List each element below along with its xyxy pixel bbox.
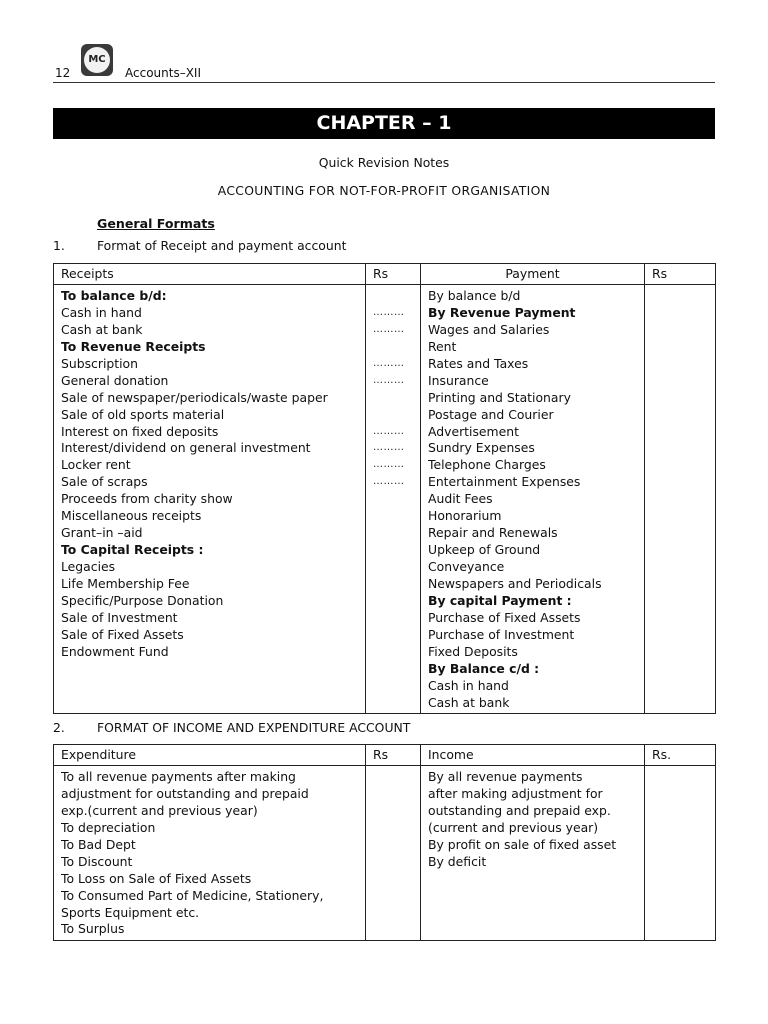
receipt-item: Sale of scraps [61, 474, 148, 490]
expenditure-item: To Bad Dept [61, 836, 136, 852]
income-item: outstanding and prepaid exp. [428, 802, 611, 818]
expenditure-item: To Consumed Part of Medicine, Stationery, [61, 887, 324, 903]
receipt-item: Life Membership Fee [61, 575, 190, 591]
table-header-row [54, 745, 716, 766]
payment-item: Purchase of Fixed Assets [428, 609, 581, 625]
expenditure-header: Expenditure [54, 745, 366, 766]
amount-placeholder: ……… [373, 323, 405, 335]
payment-item: Postage and Courier [428, 406, 554, 422]
rs-header: Rs [645, 264, 716, 285]
amount-placeholder [373, 508, 420, 525]
table-header-row [54, 264, 716, 285]
receipt-item: Subscription [61, 355, 138, 371]
expenditure-item: To depreciation [61, 819, 156, 835]
income-item: By deficit [428, 853, 487, 869]
receipt-item: Miscellaneous receipts [61, 508, 202, 524]
format-item-2 [53, 720, 410, 735]
expenditure-item: adjustment for outstanding and prepaid [61, 785, 309, 801]
payments-amount-column [645, 285, 716, 714]
running-title: Accounts–XII [125, 66, 202, 80]
payment-group-heading: By Revenue Payment [428, 304, 576, 320]
income-expenditure-table [53, 744, 716, 941]
expenditure-column [54, 766, 366, 941]
payment-item: Purchase of Investment [428, 626, 575, 642]
payment-item: Sundry Expenses [428, 440, 535, 456]
receipt-item: Sale of Investment [61, 609, 178, 625]
amount-placeholder: ……… [373, 425, 405, 437]
subtitle: Quick Revision Notes [318, 155, 450, 170]
payment-item: Wages and Salaries [428, 321, 550, 337]
amount-placeholder: ……… [373, 357, 405, 369]
payment-group-heading: By capital Payment : [428, 592, 572, 608]
receipt-item: Specific/Purpose Donation [61, 592, 224, 608]
logo-mark: MC [84, 47, 110, 73]
amount-placeholder [373, 627, 420, 644]
income-item: after making adjustment for [428, 785, 603, 801]
receipt-item: Sale of newspaper/periodicals/waste paper [61, 389, 328, 405]
payment-item: Upkeep of Ground [428, 542, 541, 558]
expenditure-item: To Loss on Sale of Fixed Assets [61, 870, 252, 886]
expenditure-item: To all revenue payments after making [61, 769, 296, 784]
income-item: By profit on sale of fixed asset [428, 836, 617, 852]
payment-item: Fixed Deposits [428, 643, 518, 659]
receipt-item: Cash at bank [61, 321, 143, 337]
amount-placeholder [373, 339, 420, 356]
item-number: 2. [53, 720, 65, 735]
expenditure-amount-column [366, 766, 421, 941]
payment-item: Conveyance [428, 559, 505, 574]
income-item: (current and previous year) [428, 819, 599, 835]
receipts-header: Receipts [54, 264, 366, 285]
payment-item: By balance b/d [428, 288, 521, 303]
amount-placeholder [373, 644, 420, 661]
format-item-1 [53, 238, 346, 253]
payment-item: Cash in hand [428, 677, 509, 693]
receipt-item: General donation [61, 372, 169, 388]
main-heading: ACCOUNTING FOR NOT-FOR-PROFIT ORGANISATION [217, 183, 551, 198]
section-heading: General Formats [97, 216, 215, 231]
rs-header: Rs [366, 264, 421, 285]
amount-placeholder [373, 525, 420, 542]
table-body-row [54, 766, 716, 941]
payment-header: Payment [421, 264, 645, 285]
receipt-item: Sale of old sports material [61, 406, 225, 422]
payment-item: Advertisement [428, 423, 519, 439]
item-text: Format of Receipt and payment account [97, 238, 347, 253]
rs-header: Rs. [645, 745, 716, 766]
receipt-item: Sale of Fixed Assets [61, 626, 184, 642]
amount-placeholder [373, 542, 420, 559]
income-amount-column [645, 766, 716, 941]
amount-placeholder [373, 288, 420, 305]
amount-placeholder [373, 407, 420, 424]
page-number: 12 [55, 66, 71, 80]
income-column [421, 766, 645, 941]
item-text: FORMAT OF INCOME AND EXPENDITURE ACCOUNT [97, 720, 411, 735]
amount-placeholder [373, 576, 420, 593]
expenditure-item: To Surplus [61, 921, 125, 937]
expenditure-item: Sports Equipment etc. [61, 904, 200, 920]
income-header: Income [421, 745, 645, 766]
publisher-logo-icon [81, 44, 113, 76]
payment-group-heading: By Balance c/d : [428, 660, 540, 676]
receipt-item: Locker rent [61, 457, 131, 473]
expenditure-item: To Discount [61, 853, 133, 869]
chapter-title: CHAPTER – 1 [53, 108, 715, 139]
amount-placeholder [373, 610, 420, 627]
page-header [53, 44, 715, 83]
amount-placeholder: ……… [373, 442, 405, 454]
payments-column [421, 285, 645, 714]
amount-placeholder [373, 491, 420, 508]
payment-item: Repair and Renewals [428, 525, 558, 541]
table-body-row [54, 285, 716, 714]
receipt-item: Interest/dividend on general investment [61, 440, 311, 456]
amount-placeholder [373, 559, 420, 576]
amount-placeholder: ……… [373, 306, 405, 318]
amount-placeholder: ……… [373, 476, 405, 488]
amount-placeholder: ……… [373, 459, 405, 471]
receipt-group-heading: To Capital Receipts : [61, 542, 204, 558]
receipts-amount-column [366, 285, 421, 714]
payment-item: Cash at bank [428, 694, 510, 710]
receipt-item: Proceeds from charity show [61, 491, 233, 507]
payment-item: Rent [428, 338, 457, 354]
payment-item: Telephone Charges [428, 457, 546, 473]
receipt-item: Endowment Fund [61, 643, 169, 659]
payment-item: Printing and Stationary [428, 389, 571, 405]
payment-item: Entertainment Expenses [428, 474, 581, 490]
expenditure-item: exp.(current and previous year) [61, 802, 258, 818]
receipts-column [54, 285, 366, 714]
item-number: 1. [53, 238, 65, 253]
payment-item: Insurance [428, 372, 489, 388]
amount-placeholder: ……… [373, 374, 405, 386]
payment-item: Rates and Taxes [428, 355, 529, 371]
receipt-payment-table [53, 263, 716, 714]
receipt-item: Grant–in –aid [61, 525, 143, 541]
rs-header: Rs [366, 745, 421, 766]
receipt-item: Interest on fixed deposits [61, 423, 219, 439]
payment-item: Newspapers and Periodicals [428, 575, 602, 591]
receipt-group-heading: To balance b/d: [61, 288, 167, 303]
receipt-group-heading: To Revenue Receipts [61, 338, 206, 354]
amount-placeholder [373, 390, 420, 407]
income-item: By all revenue payments [428, 769, 583, 784]
receipt-item: Cash in hand [61, 304, 142, 320]
payment-item: Audit Fees [428, 491, 493, 507]
payment-item: Honorarium [428, 508, 502, 524]
receipt-item: Legacies [61, 559, 116, 574]
amount-placeholder [373, 593, 420, 610]
